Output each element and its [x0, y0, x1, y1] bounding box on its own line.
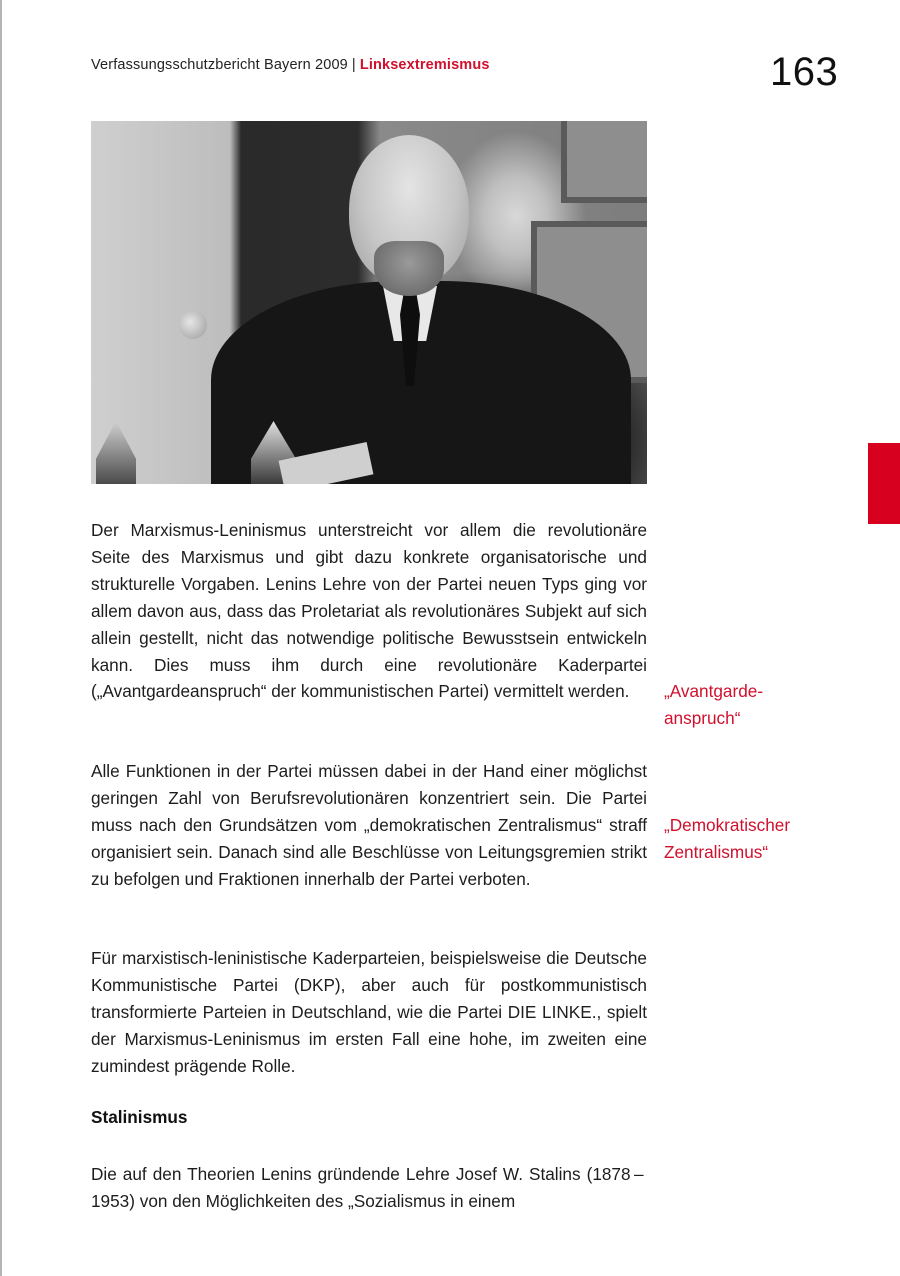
- section-title: Linksextremismus: [359, 57, 490, 73]
- margin-note-line: „Avantgarde-: [664, 681, 764, 701]
- portrait-photo: [91, 121, 647, 484]
- figure-beard-shape: [374, 241, 444, 296]
- body-paragraph: [91, 517, 647, 705]
- door-knob-decoration: [179, 311, 207, 339]
- page-number: 163: [770, 50, 839, 94]
- inkwell-decoration: [96, 421, 136, 484]
- header-separator: |: [351, 57, 356, 73]
- margin-note-line: anspruch“: [664, 707, 741, 728]
- door-panel-decoration: [561, 121, 647, 203]
- page-edge-line: [0, 0, 2, 1276]
- margin-note-line: „Demokratischer: [664, 815, 791, 835]
- margin-note-zentralismus: [664, 812, 864, 866]
- margin-note-line: Zentralismus“: [664, 841, 769, 862]
- chapter-thumb-tab: [868, 443, 900, 524]
- body-paragraph: [91, 758, 647, 893]
- paragraph-text: Für marxistisch-leninistische Kaderparteien, beispielsweise die Deutsche Kommunistische Partei (DKP), aber auch für postkommunistisch transformierte Parteien in Deutschland, wie die Partei DIE LINKE., spielt der Marxismus-Leninismus im ersten Fall eine hohe, im zweiten eine zumindest prägende Rolle.: [91, 948, 647, 1076]
- margin-note-avantgarde: [664, 678, 864, 732]
- paragraph-text: Der Marxismus-Leninismus unterstreicht vor allem die revolutionäre Seite des Marxismus und gibt dazu konkrete organisatorische und strukturelle Vorgaben. Lenins Lehre von der Partei neuen Typs ging vor allem davon aus, dass das Proletariat als revolutionäres Subjekt auf sich allein gestellt, nicht das notwendige politische Bewusstsein entwickeln kann. Dies muss ihm durch eine revolutionäre Kaderpartei („Avantgardeanspruch“ der kommunistischen Partei) vermittelt werden.: [91, 520, 647, 702]
- body-paragraph: [91, 1161, 647, 1215]
- publication-title: Verfassungsschutzbericht Bayern 2009: [91, 57, 348, 73]
- paragraph-text: Alle Funktionen in der Partei müssen dabei in der Hand einer möglichst geringen Zahl von Berufsrevolutionären konzentriert sein. Die Partei muss nach den Grundsätzen vom „demokratischen Zentralismus“ straff organisiert sein. Danach sind alle Beschlüsse von Leitungsgremien strikt zu befolgen und Fraktionen innerhalb der Partei verboten.: [91, 761, 647, 889]
- body-paragraph: [91, 945, 647, 1080]
- paragraph-text: Die auf den Theorien Lenins gründende Lehre Josef W. Stalins (1878 – 1953) von den Möglichkeiten des „Sozialismus in einem: [91, 1164, 647, 1211]
- running-header: [91, 57, 490, 73]
- section-subheading: Stalinismus: [91, 1107, 188, 1127]
